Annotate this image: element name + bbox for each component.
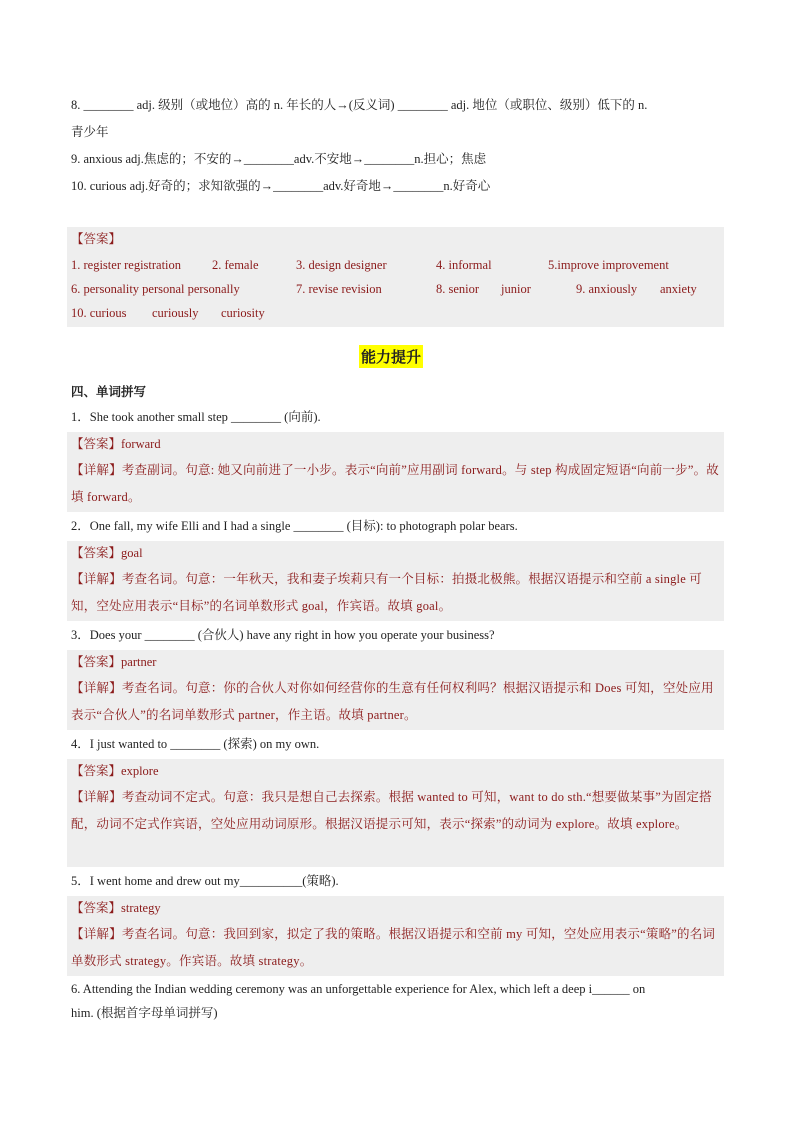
question-text: 3．Does your ________ (合伙人) have any right in how you operate your business? [71, 628, 495, 642]
answer-row [71, 654, 156, 670]
question-text: 5．I went home and drew out my__________(策略). [71, 874, 339, 888]
answer-row [71, 545, 143, 561]
answer-label: 【答案】 [71, 546, 122, 560]
answer-value: partner [121, 655, 157, 669]
answer-item: 3. design designer [296, 258, 387, 272]
answer-label: 【答案】 [71, 655, 122, 669]
question-8-line1: 8. ________ adj. 级别（或地位）高的 n. 年长的人→(反义词) ________ adj. 地位（或职位、级别）低下的 n. [71, 98, 648, 112]
answer-value: forward [121, 437, 161, 451]
answer-label: 【答案】 [71, 764, 122, 778]
answer-item: curiosity [221, 306, 265, 320]
answer-item: 10. curious [71, 306, 127, 320]
detail-text: 考查动词不定式。句意：我只是想自己去探索。根据 wanted to 可知，want to do sth.“想要做某事”为固定搭配，动词不定式作宾语，空处应用动词原形。根据汉语提示可知，表示“探索”的动词为 explore。故填 explore。 [71, 790, 712, 831]
detail-text: 考查名词。句意：一年秋天，我和妻子埃莉只有一个目标：拍摄北极熊。根据汉语提示和空前 a single 可知，空处应用表示“目标”的名词单数形式 goal，作宾语。故填 goal。 [71, 572, 702, 613]
question-text: 2．One fall, my wife Elli and I had a single ________ (目标): to photograph polar bears. [71, 519, 518, 533]
answer-item: 7. revise revision [296, 282, 382, 296]
detail-label: 【详解】 [71, 790, 122, 804]
answer-item: 1. register registration [71, 258, 182, 272]
section-title: 四、单词拼写 [71, 384, 147, 399]
answer-item: 8. senior [436, 282, 480, 296]
answer-item: 5.improve improvement [548, 258, 669, 272]
detail-label: 【详解】 [71, 681, 122, 695]
detail-row [71, 457, 723, 511]
detail-label: 【详解】 [71, 927, 122, 941]
answer-item: junior [501, 282, 531, 296]
answer-label: 【答案】 [71, 437, 122, 451]
detail-row [71, 921, 723, 975]
question-8-line2: 青少年 [71, 125, 109, 139]
detail-text: 考查名词。句意：我回到家，拟定了我的策略。根据汉语提示和空前 my 可知，空处应用表示“策略”的名词单数形式 strategy。作宾语。故填 strategy。 [71, 927, 716, 968]
answer-item: curiously [152, 306, 199, 320]
answer-label: 【答案】 [71, 901, 122, 915]
question-text: 4．I just wanted to ________ (探索) on my own. [71, 737, 320, 751]
detail-row [71, 784, 723, 838]
answer-item: 4. informal [436, 258, 492, 272]
answer-value: strategy [121, 901, 161, 915]
question-9: 9. anxious adj.焦虑的；不安的→________adv.不安地→________n.担心；焦虑 [71, 152, 487, 166]
question-10: 10. curious adj.好奇的；求知欲强的→________adv.好奇地→________n.好奇心 [71, 179, 491, 193]
detail-text: 考查名词。句意：你的合伙人对你如何经营你的生意有任何权利吗？根据汉语提示和 Does 可知，空处应用表示“合伙人”的名词单数形式 partner，作主语。故填 partner。 [71, 681, 714, 722]
detail-label: 【详解】 [71, 572, 122, 586]
answer-label: 【答案】 [71, 232, 122, 246]
answer-value: explore [121, 764, 159, 778]
answer-row [71, 436, 161, 452]
answer-item: 2. female [212, 258, 259, 272]
answer-item: 9. anxiously [576, 282, 638, 296]
answer-item: anxiety [660, 282, 697, 296]
detail-label: 【详解】 [71, 463, 122, 477]
question-6-line2: him. (根据首字母单词拼写) [71, 1006, 218, 1020]
section-heading: 能力提升 [359, 345, 423, 368]
question-text: 1．She took another small step ________ (向前). [71, 410, 321, 424]
answer-value: goal [121, 546, 143, 560]
answer-row [71, 763, 159, 779]
answer-row [71, 900, 161, 916]
detail-text: 考查副词。句意: 她又向前进了一小步。表示“向前”应用副词 forward。与 step 构成固定短语“向前一步”。故填 forward。 [71, 463, 719, 504]
detail-row [71, 675, 723, 729]
detail-row [71, 566, 723, 620]
question-6-line1: 6. Attending the Indian wedding ceremony was an unforgettable experience for Alex, which left a deep i______ on [71, 982, 646, 996]
answer-item: 6. personality personal personally [71, 282, 240, 296]
